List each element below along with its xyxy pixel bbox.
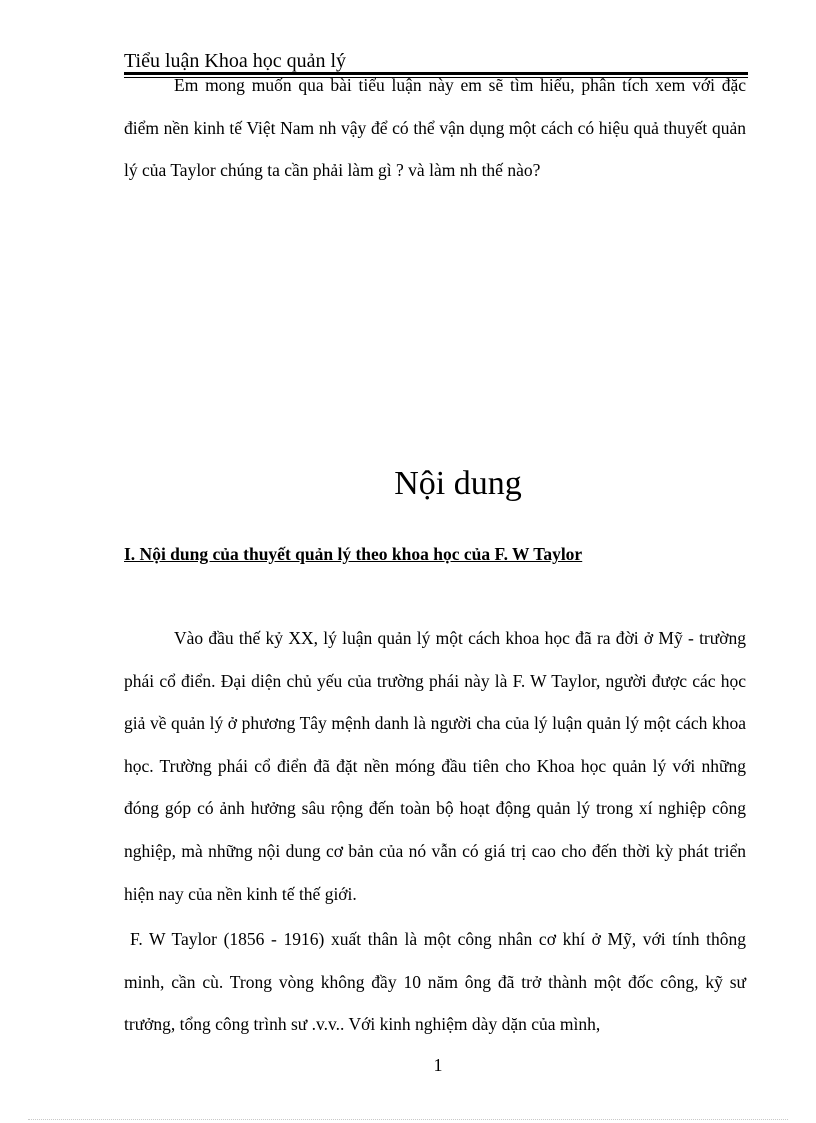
content-title: Nội dung (394, 465, 522, 502)
intro-paragraph: Em mong muốn qua bài tiểu luận này em sẽ tìm hiểu, phân tích xem với đặc điểm nền kinh tế Việt Nam nh vậy để có thể vận dụng một cách có hiệu quả thuyết quản lý của Taylor chúng ta cần phải làm gì ? và làm nh thế nào? (124, 75, 746, 181)
section-heading: I. Nội dung của thuyết quản lý theo khoa học của F. W Taylor (124, 544, 583, 564)
body-paragraph-1: Vào đầu thế kỷ XX, lý luận quản lý một cách khoa học đã ra đời ở Mỹ - trường phái cổ điển. Đại diện chủ yếu của trường phái này là F. W Taylor, người được các học giả về quản lý ở phương Tây mệnh danh là người cha của lý luận quản lý một cách khoa học. Trường phái cổ điển đã đặt nền móng đầu tiên cho Khoa học quản lý với những đóng góp có ảnh hưởng sâu rộng đến toàn bộ hoạt động quản lý trong xí nghiệp công nghiệp, mà những nội dung cơ bản của nó vẫn có giá trị cao cho đến thời kỳ phát triển hiện nay của nền kinh tế thế giới. (124, 628, 746, 904)
running-header: Tiểu luận Khoa học quản lý (124, 50, 347, 72)
page-number: 1 (433, 1055, 443, 1075)
page-bottom-divider (28, 1119, 788, 1120)
body-paragraph-2: F. W Taylor (1856 - 1916) xuất thân là một công nhân cơ khí ở Mỹ, với tính thông minh, cần cù. Trong vòng không đầy 10 năm ông đã trở thành một đốc công, kỹ sư trưởng, tổng công trình sư .v.v.. Với kinh nghiệm dày dặn của mình, (124, 929, 746, 1035)
